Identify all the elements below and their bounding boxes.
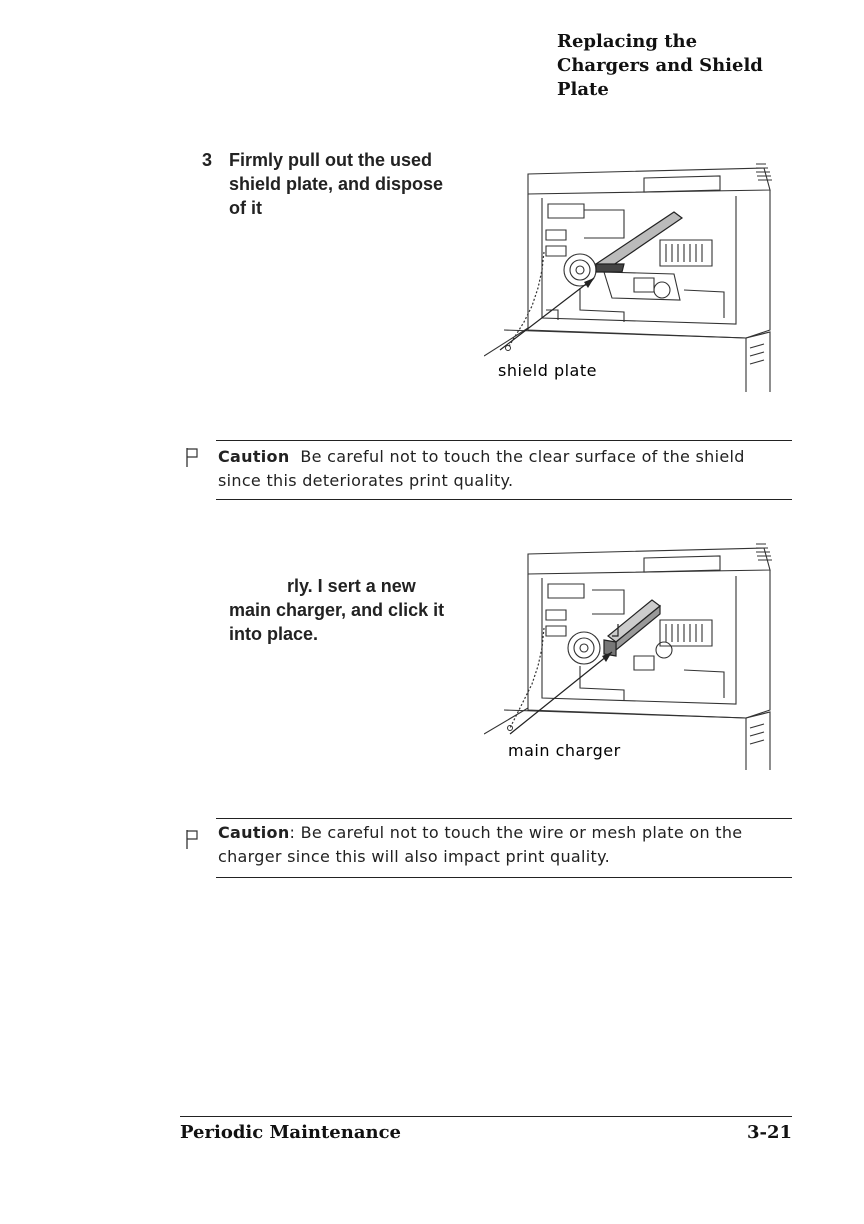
step-4-line-3: into place. bbox=[229, 624, 319, 644]
step-3-line-3: of it bbox=[229, 198, 262, 218]
step-3-instruction bbox=[229, 148, 474, 220]
step-4-line-2: main charger, and click it bbox=[229, 600, 445, 620]
footer-section-name: Periodic Maintenance bbox=[180, 1122, 402, 1143]
shield-plate-callout: shield plate bbox=[498, 361, 597, 380]
page-number: 3-21 bbox=[746, 1122, 792, 1143]
caution-box-1 bbox=[216, 440, 792, 500]
step-4-instruction bbox=[229, 574, 474, 646]
section-title-line-1: Replacing the bbox=[557, 31, 698, 52]
step-3-number: 3 bbox=[202, 150, 213, 170]
step-4-line-1: rly. I sert a new bbox=[287, 576, 416, 596]
step-3-line-1: Firmly pull out the used bbox=[229, 150, 433, 170]
caution-2-line-2: charger since this will also impact print quality. bbox=[218, 847, 610, 866]
caution-2-line-1: : Be careful not to touch the wire or mesh plate on the bbox=[289, 823, 743, 842]
caution-flag-icon bbox=[184, 446, 200, 468]
caution-1-line-1: Be careful not to touch the clear surface of the shield bbox=[300, 447, 745, 466]
section-title-line-2: Chargers and Shield bbox=[557, 55, 763, 76]
caution-flag-icon bbox=[184, 828, 200, 850]
caution-label: Caution bbox=[218, 823, 290, 842]
main-charger-callout: main charger bbox=[508, 741, 621, 760]
caution-label: Caution bbox=[218, 447, 290, 466]
footer-rule bbox=[180, 1116, 792, 1117]
caution-1-line-2: since this deteriorates print quality. bbox=[218, 471, 514, 490]
main-charger-illustration bbox=[484, 540, 784, 770]
shield-plate-illustration bbox=[484, 160, 784, 392]
caution-box-2 bbox=[216, 818, 792, 878]
section-title-line-3: Plate bbox=[557, 79, 609, 100]
step-3-line-2: shield plate, and dispose bbox=[229, 174, 444, 194]
section-title bbox=[557, 30, 797, 102]
